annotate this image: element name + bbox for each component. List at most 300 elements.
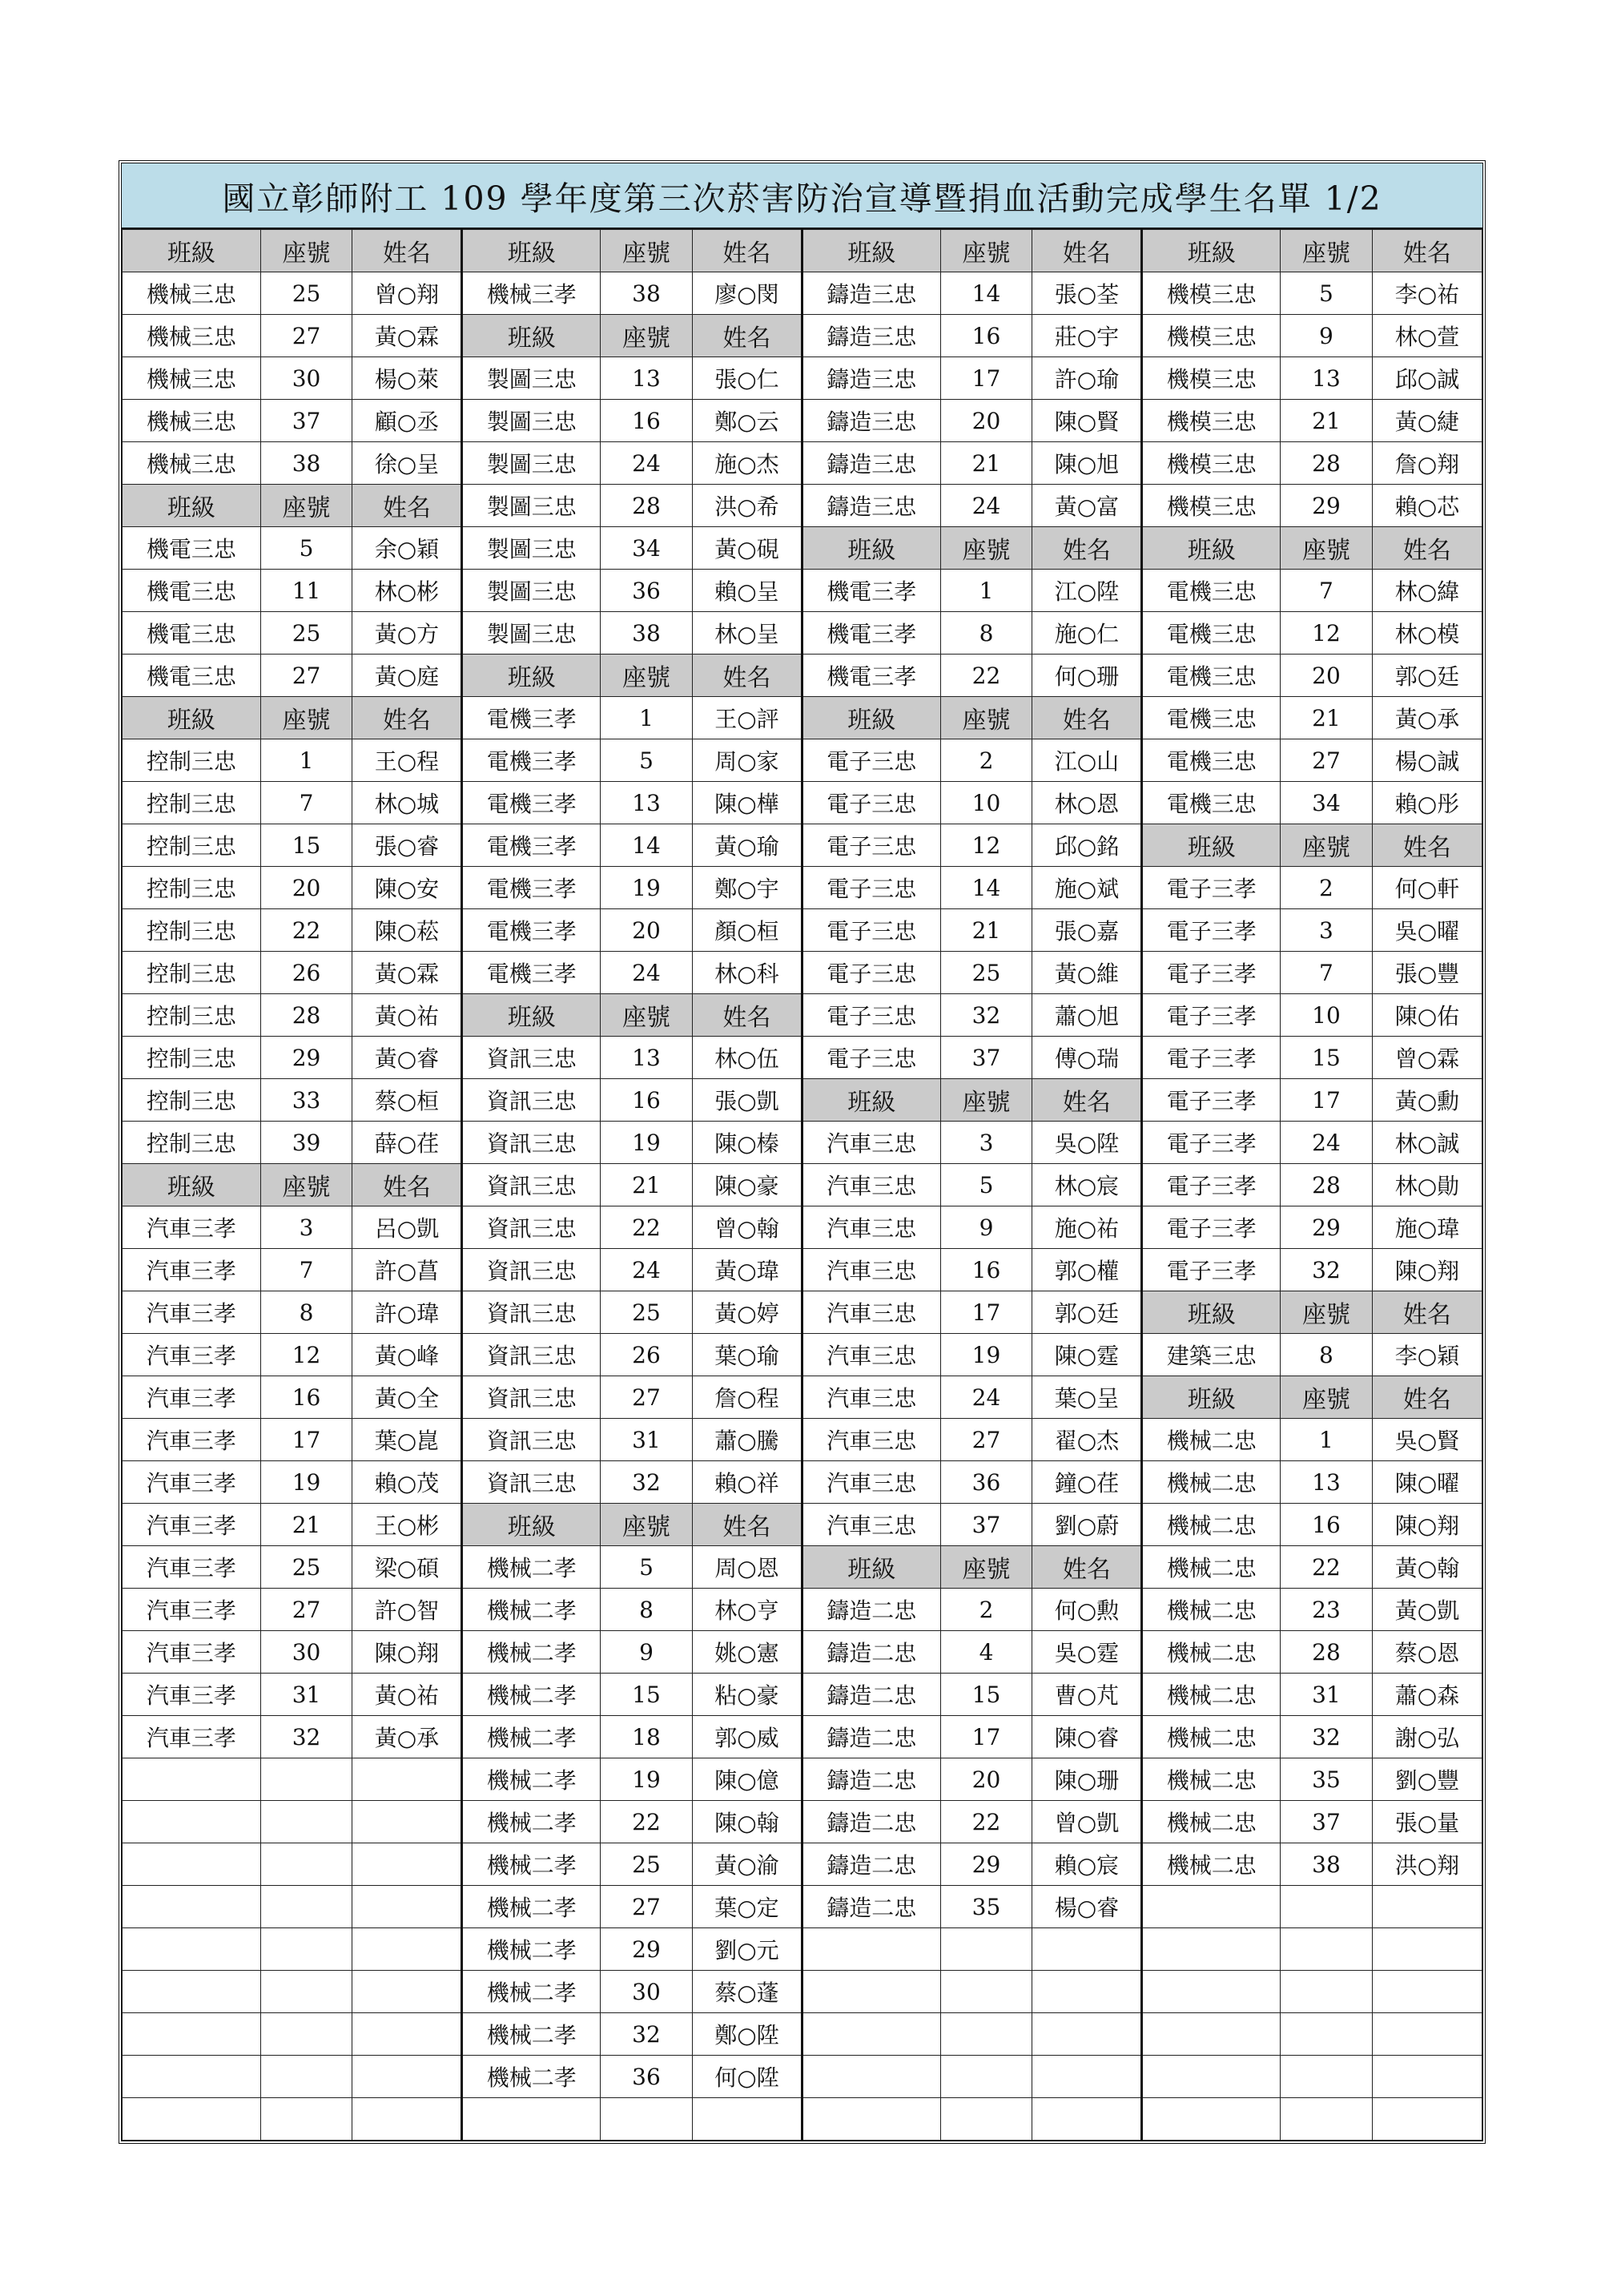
student-name-cell: 林○萱 <box>1372 315 1482 357</box>
seat-number-cell: 13 <box>601 357 693 400</box>
header-name: 姓名 <box>1032 1546 1142 1589</box>
empty-cell <box>352 2098 462 2141</box>
class-cell: 電機三孝 <box>462 867 601 909</box>
class-cell: 控制三忠 <box>123 1037 261 1079</box>
header-seat-number: 座號 <box>940 1546 1032 1589</box>
class-cell: 機械二忠 <box>1142 1546 1281 1589</box>
seat-number-cell: 29 <box>601 1928 693 1971</box>
student-name-cell: 鐘○荏 <box>1032 1461 1142 1504</box>
seat-number-cell: 12 <box>940 824 1032 867</box>
class-cell <box>802 1928 940 1971</box>
header-name: 姓名 <box>692 994 802 1037</box>
student-name-cell <box>1032 2013 1142 2056</box>
student-name-cell: 洪○希 <box>692 485 802 527</box>
class-cell: 控制三忠 <box>123 909 261 952</box>
class-cell: 電機三孝 <box>462 697 601 739</box>
student-name-cell: 黃○承 <box>1372 697 1482 739</box>
class-cell: 鑄造二忠 <box>802 1758 940 1801</box>
table-row <box>123 1928 1482 1971</box>
student-name-cell: 施○斌 <box>1032 867 1142 909</box>
class-cell: 機電三孝 <box>802 570 940 612</box>
seat-number-cell: 22 <box>940 655 1032 697</box>
student-name-cell: 林○緯 <box>1372 570 1482 612</box>
table-row <box>123 1037 1482 1079</box>
class-cell: 電子三忠 <box>802 952 940 994</box>
seat-number-cell: 8 <box>940 612 1032 655</box>
student-name-cell: 楊○誠 <box>1372 739 1482 782</box>
header-seat-number: 座號 <box>260 230 352 272</box>
student-name-cell: 施○祐 <box>1032 1206 1142 1249</box>
student-name-cell: 賴○祥 <box>692 1461 802 1504</box>
class-cell: 鑄造三忠 <box>802 400 940 442</box>
table-row <box>123 1291 1482 1334</box>
seat-number-cell: 7 <box>1281 570 1373 612</box>
student-name-cell: 林○模 <box>1372 612 1482 655</box>
class-cell: 電子三忠 <box>802 824 940 867</box>
student-name-cell: 周○恩 <box>692 1546 802 1589</box>
student-name-cell: 江○山 <box>1032 739 1142 782</box>
class-cell: 電機三忠 <box>1142 697 1281 739</box>
seat-number-cell: 25 <box>260 612 352 655</box>
seat-number-cell: 22 <box>940 1801 1032 1843</box>
student-name-cell: 張○凱 <box>692 1079 802 1122</box>
student-name-cell: 黃○瑜 <box>692 824 802 867</box>
class-cell: 電機三忠 <box>1142 655 1281 697</box>
header-seat-number: 座號 <box>601 230 693 272</box>
class-cell: 電子三忠 <box>802 739 940 782</box>
seat-number-cell: 13 <box>1281 1461 1373 1504</box>
class-cell: 機械二孝 <box>462 1546 601 1589</box>
seat-number-cell <box>1281 2056 1373 2098</box>
class-cell: 控制三忠 <box>123 994 261 1037</box>
class-cell <box>1142 1886 1281 1928</box>
table-row <box>123 782 1482 824</box>
seat-number-cell <box>1281 1971 1373 2013</box>
class-cell: 鑄造三忠 <box>802 357 940 400</box>
header-seat-number: 座號 <box>601 1504 693 1546</box>
class-cell: 機械二孝 <box>462 1801 601 1843</box>
header-seat-number: 座號 <box>940 697 1032 739</box>
seat-number-cell: 11 <box>260 570 352 612</box>
class-cell: 控制三忠 <box>123 1079 261 1122</box>
table-row <box>123 2013 1482 2056</box>
student-name-cell: 何○陞 <box>692 2056 802 2098</box>
student-name-cell: 王○程 <box>352 739 462 782</box>
class-cell: 機電三忠 <box>123 527 261 570</box>
seat-number-cell: 13 <box>1281 357 1373 400</box>
seat-number-cell: 27 <box>1281 739 1373 782</box>
class-cell: 汽車三忠 <box>802 1164 940 1206</box>
seat-number-cell: 29 <box>1281 485 1373 527</box>
header-class: 班級 <box>1142 1291 1281 1334</box>
student-name-cell: 李○穎 <box>1372 1334 1482 1376</box>
seat-number-cell: 38 <box>601 272 693 315</box>
seat-number-cell: 16 <box>601 400 693 442</box>
class-cell <box>1142 2056 1281 2098</box>
table-row <box>123 1589 1482 1631</box>
class-cell: 機模三忠 <box>1142 357 1281 400</box>
student-name-cell <box>1032 1928 1142 1971</box>
class-cell: 鑄造二忠 <box>802 1801 940 1843</box>
class-cell: 機械二孝 <box>462 1631 601 1674</box>
seat-number-cell: 25 <box>601 1291 693 1334</box>
seat-number-cell: 12 <box>260 1334 352 1376</box>
student-name-cell: 顧○丞 <box>352 400 462 442</box>
student-name-cell: 詹○程 <box>692 1376 802 1419</box>
header-name: 姓名 <box>692 315 802 357</box>
seat-number-cell <box>260 1886 352 1928</box>
header-seat-number: 座號 <box>940 527 1032 570</box>
header-seat-number: 座號 <box>601 315 693 357</box>
class-cell: 機模三忠 <box>1142 442 1281 485</box>
student-name-cell: 施○仁 <box>1032 612 1142 655</box>
class-cell: 汽車三孝 <box>123 1631 261 1674</box>
student-name-cell: 黃○維 <box>1032 952 1142 994</box>
student-name-cell: 陳○珊 <box>1032 1758 1142 1801</box>
table-row <box>123 1504 1482 1546</box>
student-name-cell: 賴○彤 <box>1372 782 1482 824</box>
class-cell: 汽車三忠 <box>802 1334 940 1376</box>
class-cell: 汽車三孝 <box>123 1291 261 1334</box>
seat-number-cell: 20 <box>1281 655 1373 697</box>
student-name-cell: 郭○廷 <box>1032 1291 1142 1334</box>
seat-number-cell: 20 <box>260 867 352 909</box>
seat-number-cell: 22 <box>1281 1546 1373 1589</box>
student-list-sheet <box>119 160 1486 2144</box>
table-row <box>123 570 1482 612</box>
student-name-cell: 許○瑋 <box>352 1291 462 1334</box>
student-name-cell: 蔡○蓬 <box>692 1971 802 2013</box>
student-name-cell: 陳○霆 <box>1032 1334 1142 1376</box>
empty-cell <box>123 2098 261 2141</box>
seat-number-cell: 5 <box>601 739 693 782</box>
student-name-cell: 黃○瑋 <box>692 1249 802 1291</box>
student-name-cell: 周○家 <box>692 739 802 782</box>
class-cell: 資訊三忠 <box>462 1334 601 1376</box>
class-cell: 機械二孝 <box>462 1843 601 1886</box>
seat-number-cell <box>260 1928 352 1971</box>
header-name: 姓名 <box>692 230 802 272</box>
seat-number-cell: 16 <box>601 1079 693 1122</box>
class-cell: 機電三孝 <box>802 655 940 697</box>
header-class: 班級 <box>802 527 940 570</box>
seat-number-cell: 34 <box>1281 782 1373 824</box>
seat-number-cell: 24 <box>601 952 693 994</box>
seat-number-cell: 4 <box>940 1631 1032 1674</box>
header-name: 姓名 <box>352 1164 462 1206</box>
student-name-cell: 呂○凱 <box>352 1206 462 1249</box>
class-cell: 鑄造二忠 <box>802 1631 940 1674</box>
student-name-cell: 陳○曜 <box>1372 1461 1482 1504</box>
table-row <box>123 272 1482 315</box>
class-cell: 鑄造二忠 <box>802 1716 940 1758</box>
header-name: 姓名 <box>1032 230 1142 272</box>
class-cell: 機械二孝 <box>462 1589 601 1631</box>
seat-number-cell: 17 <box>940 1291 1032 1334</box>
seat-number-cell: 14 <box>940 272 1032 315</box>
student-name-cell: 黃○全 <box>352 1376 462 1419</box>
class-cell: 電子三孝 <box>1142 1164 1281 1206</box>
header-seat-number: 座號 <box>940 1079 1032 1122</box>
class-cell: 電機三孝 <box>462 782 601 824</box>
seat-number-cell: 21 <box>601 1164 693 1206</box>
seat-number-cell: 38 <box>601 612 693 655</box>
class-cell: 鑄造三忠 <box>802 442 940 485</box>
student-name-cell: 葉○瑜 <box>692 1334 802 1376</box>
student-name-cell <box>352 1801 462 1843</box>
seat-number-cell: 16 <box>260 1376 352 1419</box>
seat-number-cell: 22 <box>601 1801 693 1843</box>
class-cell: 控制三忠 <box>123 1122 261 1164</box>
class-cell: 汽車三忠 <box>802 1419 940 1461</box>
seat-number-cell: 20 <box>940 1758 1032 1801</box>
student-name-cell: 林○伍 <box>692 1037 802 1079</box>
class-cell <box>123 1758 261 1801</box>
class-cell: 汽車三孝 <box>123 1419 261 1461</box>
seat-number-cell: 16 <box>940 315 1032 357</box>
header-name: 姓名 <box>1372 1291 1482 1334</box>
student-name-cell <box>1372 1886 1482 1928</box>
seat-number-cell: 38 <box>260 442 352 485</box>
class-cell: 製圖三忠 <box>462 570 601 612</box>
seat-number-cell <box>260 1801 352 1843</box>
class-cell: 製圖三忠 <box>462 442 601 485</box>
class-cell: 機械二孝 <box>462 1716 601 1758</box>
seat-number-cell: 20 <box>940 400 1032 442</box>
student-name-cell: 余○穎 <box>352 527 462 570</box>
student-name-cell: 曾○凱 <box>1032 1801 1142 1843</box>
student-name-cell: 傅○瑞 <box>1032 1037 1142 1079</box>
header-class: 班級 <box>802 1079 940 1122</box>
student-name-cell: 何○珊 <box>1032 655 1142 697</box>
student-name-cell: 葉○崑 <box>352 1419 462 1461</box>
class-cell: 機械二孝 <box>462 1928 601 1971</box>
student-name-cell: 林○恩 <box>1032 782 1142 824</box>
header-class: 班級 <box>802 230 940 272</box>
student-name-cell: 許○瑜 <box>1032 357 1142 400</box>
table-row <box>123 1461 1482 1504</box>
table-row <box>123 1376 1482 1419</box>
student-name-cell: 蔡○桓 <box>352 1079 462 1122</box>
class-cell: 鑄造二忠 <box>802 1589 940 1631</box>
student-name-cell: 何○軒 <box>1372 867 1482 909</box>
student-name-cell: 葉○定 <box>692 1886 802 1928</box>
student-name-cell: 黃○庭 <box>352 655 462 697</box>
student-name-cell: 梁○碩 <box>352 1546 462 1589</box>
student-name-cell: 葉○呈 <box>1032 1376 1142 1419</box>
class-cell: 機械二忠 <box>1142 1631 1281 1674</box>
seat-number-cell <box>260 1758 352 1801</box>
class-cell: 汽車三孝 <box>123 1589 261 1631</box>
class-cell: 電機三孝 <box>462 824 601 867</box>
header-seat-number: 座號 <box>1281 1291 1373 1334</box>
class-cell: 汽車三忠 <box>802 1376 940 1419</box>
header-class: 班級 <box>802 1546 940 1589</box>
class-cell <box>123 2013 261 2056</box>
empty-cell <box>940 2098 1032 2141</box>
seat-number-cell: 12 <box>1281 612 1373 655</box>
header-class: 班級 <box>123 697 261 739</box>
student-name-cell: 陳○佑 <box>1372 994 1482 1037</box>
student-name-cell: 郭○權 <box>1032 1249 1142 1291</box>
class-cell: 控制三忠 <box>123 867 261 909</box>
class-cell: 汽車三孝 <box>123 1249 261 1291</box>
class-cell: 汽車三孝 <box>123 1674 261 1716</box>
class-cell: 汽車三忠 <box>802 1122 940 1164</box>
student-name-cell <box>1032 1971 1142 2013</box>
student-name-cell: 林○城 <box>352 782 462 824</box>
student-name-cell: 賴○宸 <box>1032 1843 1142 1886</box>
class-cell: 資訊三忠 <box>462 1164 601 1206</box>
class-cell: 資訊三忠 <box>462 1376 601 1419</box>
seat-number-cell: 9 <box>1281 315 1373 357</box>
class-cell: 機電三忠 <box>123 655 261 697</box>
student-name-cell <box>352 1758 462 1801</box>
seat-number-cell: 17 <box>940 357 1032 400</box>
class-cell: 機械三忠 <box>123 400 261 442</box>
student-name-cell: 黃○睿 <box>352 1037 462 1079</box>
student-name-cell: 吳○賢 <box>1372 1419 1482 1461</box>
table-row <box>123 315 1482 357</box>
student-name-cell: 郭○廷 <box>1372 655 1482 697</box>
seat-number-cell: 32 <box>940 994 1032 1037</box>
class-cell: 電子三忠 <box>802 782 940 824</box>
student-name-cell: 黃○承 <box>352 1716 462 1758</box>
class-cell: 汽車三孝 <box>123 1461 261 1504</box>
class-cell: 汽車三孝 <box>123 1206 261 1249</box>
student-name-cell <box>1372 2056 1482 2098</box>
student-name-cell <box>352 1843 462 1886</box>
seat-number-cell: 8 <box>601 1589 693 1631</box>
student-name-cell: 黃○霖 <box>352 315 462 357</box>
student-name-cell: 吳○霆 <box>1032 1631 1142 1674</box>
class-cell <box>123 1801 261 1843</box>
header-name: 姓名 <box>1372 230 1482 272</box>
student-name-cell: 陳○樺 <box>692 782 802 824</box>
header-name: 姓名 <box>1372 1376 1482 1419</box>
student-name-cell: 曾○翰 <box>692 1206 802 1249</box>
student-name-cell: 林○勛 <box>1372 1164 1482 1206</box>
seat-number-cell: 31 <box>1281 1674 1373 1716</box>
class-cell: 控制三忠 <box>123 739 261 782</box>
student-name-cell: 林○呈 <box>692 612 802 655</box>
header-name: 姓名 <box>1372 527 1482 570</box>
student-name-cell: 陳○翰 <box>692 1801 802 1843</box>
class-cell <box>802 2056 940 2098</box>
table-row <box>123 400 1482 442</box>
header-class: 班級 <box>1142 824 1281 867</box>
student-name-cell: 陳○翔 <box>1372 1504 1482 1546</box>
seat-number-cell: 32 <box>601 1461 693 1504</box>
seat-number-cell: 30 <box>601 1971 693 2013</box>
seat-number-cell: 27 <box>260 315 352 357</box>
student-name-cell: 曾○翔 <box>352 272 462 315</box>
class-cell: 鑄造三忠 <box>802 315 940 357</box>
class-cell: 機械二忠 <box>1142 1419 1281 1461</box>
table-row <box>123 442 1482 485</box>
class-cell: 機械二忠 <box>1142 1843 1281 1886</box>
student-name-cell: 張○豐 <box>1372 952 1482 994</box>
seat-number-cell: 9 <box>940 1206 1032 1249</box>
student-name-cell: 陳○睿 <box>1032 1716 1142 1758</box>
class-cell: 建築三忠 <box>1142 1334 1281 1376</box>
seat-number-cell: 9 <box>601 1631 693 1674</box>
seat-number-cell: 20 <box>601 909 693 952</box>
student-name-cell: 謝○弘 <box>1372 1716 1482 1758</box>
class-cell: 機械三忠 <box>123 272 261 315</box>
student-name-cell: 曹○芃 <box>1032 1674 1142 1716</box>
student-name-cell: 賴○芯 <box>1372 485 1482 527</box>
class-cell: 電子三孝 <box>1142 994 1281 1037</box>
student-name-cell: 邱○銘 <box>1032 824 1142 867</box>
class-cell: 機模三忠 <box>1142 272 1281 315</box>
student-name-cell: 黃○祐 <box>352 1674 462 1716</box>
seat-number-cell: 13 <box>601 782 693 824</box>
header-seat-number: 座號 <box>601 994 693 1037</box>
seat-number-cell <box>940 2013 1032 2056</box>
student-name-cell: 王○評 <box>692 697 802 739</box>
header-name: 姓名 <box>692 1504 802 1546</box>
header-seat-number: 座號 <box>940 230 1032 272</box>
header-class: 班級 <box>462 655 601 697</box>
student-name-cell <box>1372 1928 1482 1971</box>
seat-number-cell: 22 <box>260 909 352 952</box>
table-row <box>123 1971 1482 2013</box>
class-cell: 電子三孝 <box>1142 867 1281 909</box>
class-cell <box>1142 1928 1281 1971</box>
seat-number-cell: 16 <box>940 1249 1032 1291</box>
student-name-cell: 吳○陞 <box>1032 1122 1142 1164</box>
seat-number-cell: 35 <box>1281 1758 1373 1801</box>
class-cell: 機模三忠 <box>1142 400 1281 442</box>
student-name-cell: 許○智 <box>352 1589 462 1631</box>
student-name-cell: 蕭○騰 <box>692 1419 802 1461</box>
class-cell: 機械二忠 <box>1142 1758 1281 1801</box>
table-row <box>123 527 1482 570</box>
empty-cell <box>692 2098 802 2141</box>
class-cell: 資訊三忠 <box>462 1037 601 1079</box>
class-cell: 汽車三孝 <box>123 1376 261 1419</box>
seat-number-cell: 30 <box>260 357 352 400</box>
seat-number-cell: 21 <box>1281 697 1373 739</box>
seat-number-cell: 22 <box>601 1206 693 1249</box>
seat-number-cell: 15 <box>940 1674 1032 1716</box>
table-row <box>123 994 1482 1037</box>
student-name-cell: 黃○婷 <box>692 1291 802 1334</box>
class-cell: 機械二忠 <box>1142 1461 1281 1504</box>
seat-number-cell: 34 <box>601 527 693 570</box>
class-cell: 製圖三忠 <box>462 357 601 400</box>
seat-number-cell: 27 <box>260 655 352 697</box>
table-row <box>123 1206 1482 1249</box>
student-name-cell: 邱○誠 <box>1372 357 1482 400</box>
student-name-cell: 莊○宇 <box>1032 315 1142 357</box>
seat-number-cell <box>260 1843 352 1886</box>
class-cell: 電機三孝 <box>462 739 601 782</box>
seat-number-cell: 21 <box>1281 400 1373 442</box>
seat-number-cell: 27 <box>940 1419 1032 1461</box>
student-name-cell: 何○勲 <box>1032 1589 1142 1631</box>
seat-number-cell: 19 <box>940 1334 1032 1376</box>
seat-number-cell: 32 <box>1281 1249 1373 1291</box>
empty-cell <box>1032 2098 1142 2141</box>
table-row <box>123 1801 1482 1843</box>
seat-number-cell: 37 <box>1281 1801 1373 1843</box>
seat-number-cell <box>1281 1928 1373 1971</box>
seat-number-cell: 1 <box>1281 1419 1373 1461</box>
class-cell: 機械三忠 <box>123 357 261 400</box>
class-cell: 鑄造二忠 <box>802 1886 940 1928</box>
